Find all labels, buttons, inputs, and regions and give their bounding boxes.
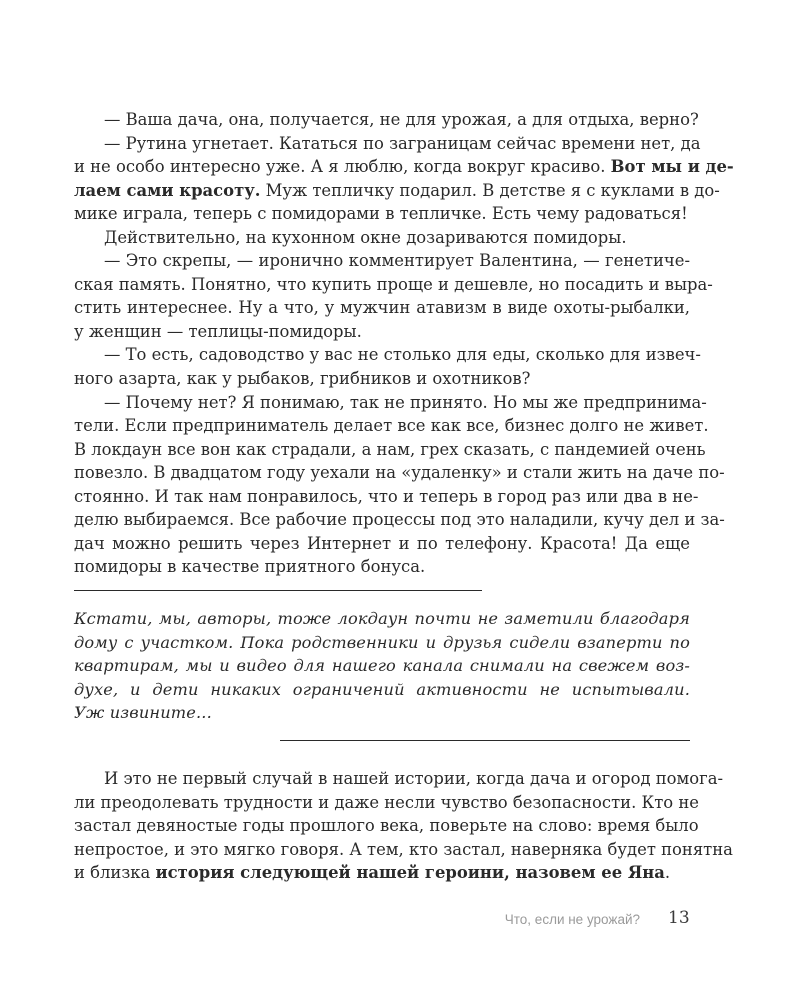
text-line — [74, 791, 699, 815]
text-segment: Муж тепличку подарил. В детстве я с куклами в до- — [260, 180, 720, 200]
sidebar-top-rule — [74, 590, 482, 591]
text-segment: духе, и дети никаких ограничений активности не испытывали. — [74, 679, 690, 699]
text-line — [74, 654, 690, 678]
sidebar-bottom-rule — [280, 740, 690, 741]
page-number: 13 — [668, 908, 690, 928]
text-line — [74, 814, 699, 838]
text-line — [74, 414, 709, 438]
text-segment: В локдаун все вон как страдали, а нам, грех сказать, с пандемией очень — [74, 439, 706, 459]
text-line — [74, 179, 720, 203]
text-line — [74, 367, 690, 391]
text-segment: . — [664, 863, 671, 883]
text-line — [74, 155, 734, 179]
author-sidebar-note — [74, 607, 690, 725]
text-segment: помидоры в качестве приятного бонуса. — [74, 557, 426, 577]
body-text-top — [74, 108, 734, 579]
text-segment: делю выбираемся. Все рабочие процессы под это наладили, кучу дел и за- — [74, 510, 725, 530]
text-segment: тели. Если предприниматель делает все как все, бизнес долго не живет. — [74, 416, 709, 436]
text-segment: И это не первый случай в нашей истории, когда дача и огород помога- — [104, 769, 724, 788]
text-segment: — Ваша дача, она, получается, не для урожая, а для отдыха, верно? — [104, 110, 699, 129]
text-line — [74, 555, 690, 579]
text-line — [74, 631, 690, 655]
bold-text-segment: история следующей нашей героини, назовем ее Яна — [155, 863, 665, 883]
text-line — [74, 296, 690, 320]
text-segment: стить интереснее. Ну а что, у мужчин атавизм в виде охоты-рыбалки, — [74, 298, 690, 318]
text-line — [74, 461, 725, 485]
text-line — [74, 838, 733, 862]
text-segment: — Это скрепы, — иронично комментирует Валентина, — генетиче- — [104, 251, 690, 271]
text-line — [74, 607, 690, 631]
text-segment: — Почему нет? Я понимаю, так не принято. Но мы же предпринима- — [104, 392, 707, 412]
text-segment: застал девяностые годы прошлого века, поверьте на слово: время было — [74, 816, 699, 836]
text-segment: дач можно решить через Интернет и по телефону. Красота! Да еще — [74, 533, 690, 553]
text-segment: Уж извините... — [74, 703, 212, 723]
text-segment: повезло. В двадцатом году уехали на «удаленку» и стали жить на даче по- — [74, 463, 725, 483]
text-segment: Действительно, на кухонном окне дозариваются помидоры. — [104, 227, 627, 247]
text-line — [74, 273, 713, 297]
text-segment: квартирам, мы и видео для нашего канала снимали на свежем воз- — [74, 656, 690, 676]
text-line — [74, 132, 701, 156]
text-segment: — То есть, садоводство у вас не столько для еды, сколько для извеч- — [104, 345, 701, 365]
text-segment: стоянно. И так нам понравилось, что и теперь в город раз или два в не- — [74, 486, 699, 506]
text-line — [74, 701, 690, 725]
text-segment: и близка — [74, 863, 156, 883]
text-segment: ного азарта, как у рыбаков, грибников и охотников? — [74, 369, 531, 389]
text-segment: дому с участком. Пока родственники и друзья сидели взаперти по — [74, 632, 690, 652]
running-title: Что, если не урожай? — [504, 912, 640, 927]
text-line — [74, 108, 699, 132]
text-line — [74, 532, 690, 556]
text-segment: непростое, и это мягко говоря. А тем, кто застал, наверняка будет понятна — [74, 839, 733, 859]
text-line — [74, 861, 690, 885]
page-footer — [0, 910, 800, 934]
text-line — [74, 767, 724, 791]
text-line — [74, 343, 701, 367]
text-line — [74, 320, 690, 344]
text-segment: Кстати, мы, авторы, тоже локдаун почти не заметили благодаря — [74, 609, 690, 628]
text-line — [74, 391, 707, 415]
text-line — [74, 202, 690, 226]
text-segment: ская память. Понятно, что купить проще и дешевле, но посадить и выра- — [74, 274, 713, 294]
bold-text-segment: лаем сами красоту. — [74, 180, 261, 200]
text-line — [74, 226, 690, 250]
text-line — [74, 249, 690, 273]
bold-text-segment: Вот мы и де- — [610, 157, 734, 177]
text-segment: ли преодолевать трудности и даже несли чувство безопасности. Кто не — [74, 792, 699, 812]
body-text-bottom — [74, 767, 733, 885]
text-line — [74, 438, 706, 462]
text-segment: у женщин — теплицы-помидоры. — [74, 321, 362, 341]
text-segment: мике играла, теперь с помидорами в тепличке. Есть чему радоваться! — [74, 204, 688, 224]
text-segment: и не особо интересно уже. А я люблю, когда вокруг красиво. — [74, 157, 611, 177]
text-segment: — Рутина угнетает. Кататься по заграницам сейчас времени нет, да — [104, 133, 701, 153]
text-line — [74, 485, 699, 509]
text-line — [74, 678, 690, 702]
text-line — [74, 508, 725, 532]
